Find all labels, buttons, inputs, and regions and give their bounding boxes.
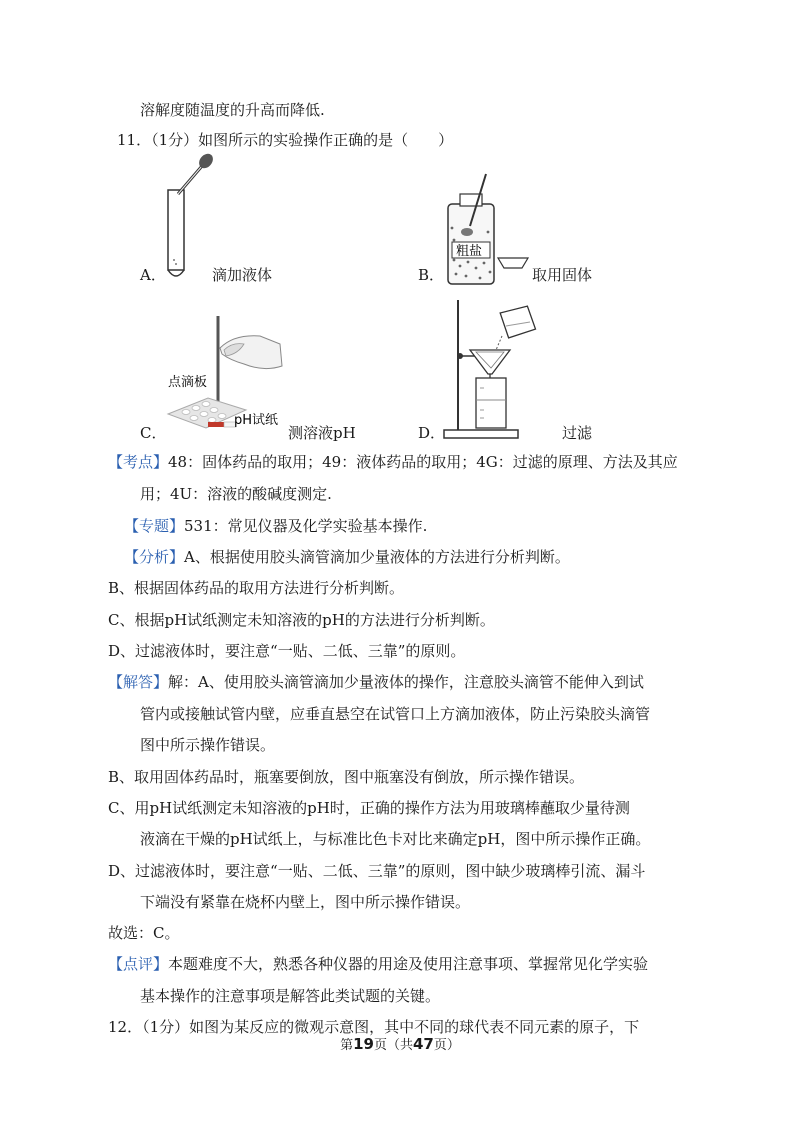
fenxi-line <box>124 547 570 567</box>
filtration-figure <box>440 296 540 442</box>
option-d-label: 过滤 <box>562 424 593 442</box>
ph-test-figure <box>164 314 294 436</box>
dianping-continuation: 基本操作的注意事项是解答此类试题的关键。 <box>140 987 441 1005</box>
option-c-label: 测溶液pH <box>288 424 356 442</box>
text-line: 溶解度随温度的升高而降低. <box>140 101 325 119</box>
jieda-a-line2: 管内或接触试管内壁，应垂直悬空在试管口上方滴加液体，防止污染胶头滴管 <box>140 705 651 723</box>
answer-line: 故选：C。 <box>108 924 180 942</box>
jieda-a-line3: 图中所示操作错误。 <box>140 736 276 754</box>
jieda-c-line2: 液滴在干燥的pH试纸上，与标准比色卡对比来确定pH，图中所示操作正确。 <box>140 830 651 848</box>
kaodian-tag: 【考点】 <box>108 453 169 471</box>
question-12-stem: 12．（1分）如图为某反应的微观示意图，其中不同的球代表不同元素的原子，下 <box>108 1018 640 1036</box>
fenxi-b: B、根据固体药品的取用方法进行分析判断。 <box>108 579 405 597</box>
jieda-tag: 【解答】 <box>108 673 169 691</box>
page-total: 47 <box>413 1035 434 1053</box>
dianping-tag: 【点评】 <box>108 955 169 973</box>
page-footer: 第19页（共47页） <box>340 1035 460 1053</box>
dianping-line <box>108 954 648 974</box>
fenxi-tag: 【分析】 <box>124 548 185 566</box>
zhuanti-text: 531：常见仪器及化学实验基本操作. <box>184 517 428 535</box>
zhuanti-tag: 【专题】 <box>124 517 185 535</box>
option-b-letter: B． <box>418 266 445 284</box>
spot-plate-label: 点滴板 <box>168 375 208 390</box>
jieda-line <box>108 672 644 692</box>
dianping-text: 本题难度不大，熟悉各种仪器的用途及使用注意事项、掌握常见化学实验 <box>168 955 649 973</box>
ph-paper-label: pH试纸 <box>234 413 279 428</box>
option-d-letter: D． <box>418 424 446 442</box>
question-11-stem: 11．（1分）如图所示的实验操作正确的是（ ） <box>117 131 454 149</box>
jieda-c-line1: C、用pH试纸测定未知溶液的pH时，正确的操作方法为用玻璃棒蘸取少量待测 <box>108 799 630 817</box>
jieda-d-line2: 下端没有紧靠在烧杯内壁上，图中所示操作错误。 <box>140 893 471 911</box>
option-c-letter: C． <box>140 424 167 442</box>
fenxi-c: C、根据pH试纸测定未知溶液的pH的方法进行分析判断。 <box>108 611 495 629</box>
jieda-b: B、取用固体药品时，瓶塞要倒放，图中瓶塞没有倒放，所示操作错误。 <box>108 768 585 786</box>
jieda-text: 解：A、使用胶头滴管滴加少量液体的操作，注意胶头滴管不能伸入到试 <box>168 673 644 691</box>
kaodian-continuation: 用；4U：溶液的酸碱度测定. <box>140 485 332 503</box>
zhuanti-line <box>124 516 427 536</box>
option-a-label: 滴加液体 <box>212 266 273 284</box>
kaodian-text: 48：固体药品的取用；49：液体药品的取用；4G：过滤的原理、方法及其应 <box>168 453 678 471</box>
dropper-testtube-figure <box>158 152 218 282</box>
option-b-label: 取用固体 <box>532 266 593 284</box>
page-number: 19 <box>353 1035 374 1053</box>
kaodian-line <box>108 452 678 472</box>
salt-bottle-figure <box>440 168 532 288</box>
fenxi-d: D、过滤液体时，要注意“一贴、二低、三靠”的原则。 <box>108 642 466 660</box>
bottle-label: 粗盐 <box>456 244 483 259</box>
jieda-d-line1: D、过滤液体时，要注意“一贴、二低、三靠”的原则，图中缺少玻璃棒引流、漏斗 <box>108 862 646 880</box>
option-a-letter: A． <box>140 266 166 284</box>
fenxi-text: A、根据使用胶头滴管滴加少量液体的方法进行分析判断。 <box>184 548 570 566</box>
